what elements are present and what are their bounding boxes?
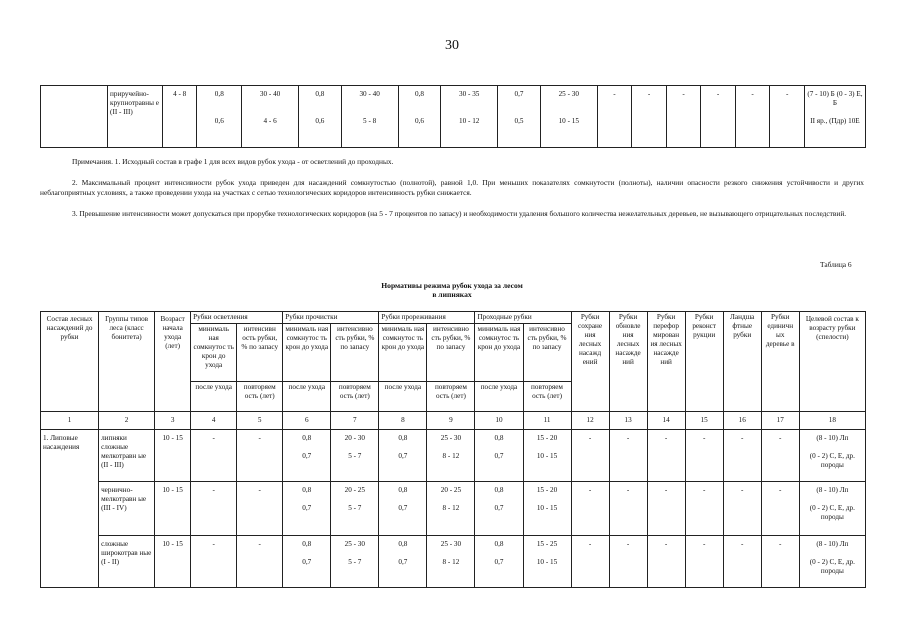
column-number: 11 [523, 412, 571, 430]
table-title-line-1: Нормативы режима рубок ухода за лесом [381, 281, 523, 290]
table-row [41, 430, 866, 482]
header-intensity: интенсивно сть рубки, % по запасу [427, 324, 475, 382]
dash-cell: - [571, 430, 609, 482]
value-cell: 15 - 25 10 - 15 [523, 536, 571, 588]
header-reconstruction: Рубки реконст рукции [685, 312, 723, 412]
value-cell: 0,8 0,7 [283, 482, 331, 536]
dash-cell: - [666, 86, 701, 148]
age-cell: 10 - 15 [155, 536, 191, 588]
age-cell: 10 - 15 [155, 430, 191, 482]
value-cell: 20 - 30 5 - 7 [331, 430, 379, 482]
header-min-crown: минималь ная сомкнутос ть крон до ухода [475, 324, 523, 382]
dash-cell: - [735, 86, 770, 148]
dash-cell: - [761, 430, 799, 482]
target-cell: (8 - 10) Лп (0 - 2) С, Е, др. породы [799, 536, 865, 588]
column-number: 4 [191, 412, 237, 430]
column-number: 12 [571, 412, 609, 430]
value-cell: 30 - 40 5 - 8 [341, 86, 398, 148]
value-cell: 20 - 25 8 - 12 [427, 482, 475, 536]
group-cell: сложные широкотрав ные (I - II) [99, 536, 155, 588]
header-after: после ухода [475, 382, 523, 412]
column-number: 1 [41, 412, 99, 430]
column-number: 13 [609, 412, 647, 430]
dash-cell: - [701, 86, 736, 148]
column-number: 6 [283, 412, 331, 430]
header-start-age: Возраст начала ухода (лет) [155, 312, 191, 412]
note-2: 2. Максимальный процент интенсивности рубок ухода приведен для насаждений сомкнутостью (полнотой), равной 1,0. При меньших показателях сомкнутости (полноты), наличии опасности резкого снижения устойчивости и других неблагоприятных условиях, а также проведении ухода на участках с сетью технологических коридоров интенсивность рубки снижается. [40, 178, 864, 197]
header-min-crown: минималь ная сомкнутос ть крон до ухода [283, 324, 331, 382]
header-forest-groups: Группы типов леса (класс бонитета) [99, 312, 155, 412]
header-after: после ухода [283, 382, 331, 412]
value-cell: 0,8 0,6 [197, 86, 242, 148]
header-after: после ухода [379, 382, 427, 412]
column-number: 18 [799, 412, 865, 430]
header-thinning: Рубки прореживания [379, 312, 475, 324]
column-number: 5 [237, 412, 283, 430]
value-cell: 25 - 30 8 - 12 [427, 430, 475, 482]
column-number: 2 [99, 412, 155, 430]
value-cell: 15 - 20 10 - 15 [523, 482, 571, 536]
header-repeat: повторяем ость (лет) [331, 382, 379, 412]
value-cell: 25 - 30 8 - 12 [427, 536, 475, 588]
header-landscape: Ландша фтные рубки [723, 312, 761, 412]
column-number: 10 [475, 412, 523, 430]
value-cell: 0,7 0,5 [498, 86, 541, 148]
note-1: Примечания. 1. Исходный состав в графе 1 для всех видов рубок ухода - от осветлений до проходных. [72, 157, 394, 166]
dash-cell: - [609, 430, 647, 482]
value-cell: 30 - 35 10 - 12 [441, 86, 498, 148]
dash-cell: - [597, 86, 632, 148]
dash-cell: - [723, 536, 761, 588]
target-cell: (7 - 10) Б (0 - 3) Е, Б II яр., (Пдр) 10Е [804, 86, 865, 148]
group-cell: липняки сложные мелкотравн ые (II - III) [99, 430, 155, 482]
value-cell: 25 - 30 10 - 15 [540, 86, 597, 148]
value-cell: 0,8 0,6 [299, 86, 342, 148]
column-numbers-row [41, 412, 866, 430]
column-number: 3 [155, 412, 191, 430]
column-number: 16 [723, 412, 761, 430]
value-cell: 25 - 30 5 - 7 [331, 536, 379, 588]
column-number: 17 [761, 412, 799, 430]
header-passing: Проходные рубки [475, 312, 571, 324]
dash-cell: - [770, 86, 805, 148]
value-cell: 0,8 0,7 [379, 482, 427, 536]
table-title [0, 281, 904, 299]
table-number: Таблица 6 [820, 260, 852, 269]
dash-cell: - [685, 536, 723, 588]
value-cell: 0,8 0,7 [283, 536, 331, 588]
dash-cell: - [723, 430, 761, 482]
note-3: 3. Превышение интенсивности может допускаться при прорубке технологических коридоров (на 5 - 7 процентов по запасу) и необходимости удаления большого количества нежелательных деревьев, не вызывающего отрицательных последствий. [72, 209, 847, 218]
continuation-table [40, 85, 866, 148]
dash-cell: - [647, 482, 685, 536]
header-min-crown: минималь ная сомкнутос ть крон до ухода [379, 324, 427, 382]
column-number: 15 [685, 412, 723, 430]
header-conservation: Рубки сохране ния лесных насажд ений [571, 312, 609, 412]
dash-cell: - [191, 536, 237, 588]
dash-cell: - [723, 482, 761, 536]
dash-cell: - [237, 430, 283, 482]
age-cell: 10 - 15 [155, 482, 191, 536]
header-after: после ухода [191, 382, 237, 412]
dash-cell: - [685, 482, 723, 536]
value-cell: 0,8 0,7 [475, 536, 523, 588]
dash-cell: - [571, 482, 609, 536]
dash-cell: - [609, 536, 647, 588]
group-cell: приручейно-крупнотравны е (II - III) [108, 86, 163, 148]
value-cell: 30 - 40 4 - 6 [242, 86, 299, 148]
header-cleaning: Рубки прочистки [283, 312, 379, 324]
header-reformation: Рубки перефор мирован ия лесных насажде ний [647, 312, 685, 412]
value-cell: 0,8 0,7 [379, 430, 427, 482]
header-repeat: повторяем ость (лет) [427, 382, 475, 412]
header-clearing: Рубки осветления [191, 312, 283, 324]
composition-cell: 1. Липовые насаждения [41, 430, 99, 588]
column-number: 9 [427, 412, 475, 430]
dash-cell: - [237, 482, 283, 536]
column-number: 14 [647, 412, 685, 430]
value-cell: 0,8 0,7 [475, 430, 523, 482]
page-number: 30 [445, 38, 459, 53]
header-min-crown: минималь ная сомкнутос ть крон до ухода [191, 324, 237, 382]
norms-table [40, 311, 866, 588]
header-renewal: Рубки обновле ния лесных насажде ний [609, 312, 647, 412]
value-cell: 0,8 0,6 [398, 86, 441, 148]
value-cell: 20 - 25 5 - 7 [331, 482, 379, 536]
table-row [41, 536, 866, 588]
dash-cell: - [761, 536, 799, 588]
header-intensity: интенсивно сть рубки, % по запасу [331, 324, 379, 382]
dash-cell: - [761, 482, 799, 536]
age-cell: 4 - 8 [162, 86, 197, 148]
value-cell: 0,8 0,7 [283, 430, 331, 482]
header-composition: Состав лесных насаждений до рубки [41, 312, 99, 412]
group-cell: черничнo-мелкотравн ые (III - IV) [99, 482, 155, 536]
table-row [41, 482, 866, 536]
dash-cell: - [685, 430, 723, 482]
dash-cell: - [632, 86, 667, 148]
dash-cell: - [191, 482, 237, 536]
column-number: 7 [331, 412, 379, 430]
value-cell: 0,8 0,7 [379, 536, 427, 588]
empty-cell [41, 86, 108, 148]
dash-cell: - [237, 536, 283, 588]
dash-cell: - [571, 536, 609, 588]
header-intensity: интенсивно сть рубки, % по запасу [523, 324, 571, 382]
notes [40, 157, 864, 219]
header-target: Целевой состав к возрасту рубки (спелости) [799, 312, 865, 412]
target-cell: (8 - 10) Лп (0 - 2) С, Е, др. породы [799, 430, 865, 482]
dash-cell: - [647, 430, 685, 482]
value-cell: 15 - 20 10 - 15 [523, 430, 571, 482]
dash-cell: - [647, 536, 685, 588]
header-repeat: повторяем ость (лет) [523, 382, 571, 412]
header-repeat: повторяем ость (лет) [237, 382, 283, 412]
dash-cell: - [191, 430, 237, 482]
value-cell: 0,8 0,7 [475, 482, 523, 536]
table-title-line-2: в липняках [432, 290, 472, 299]
header-single-trees: Рубки единичн ых деревье в [761, 312, 799, 412]
header-intensity: интенсивн ость рубки, % по запасу [237, 324, 283, 382]
column-number: 8 [379, 412, 427, 430]
dash-cell: - [609, 482, 647, 536]
target-cell: (8 - 10) Лп (0 - 2) С, Е, др. породы [799, 482, 865, 536]
